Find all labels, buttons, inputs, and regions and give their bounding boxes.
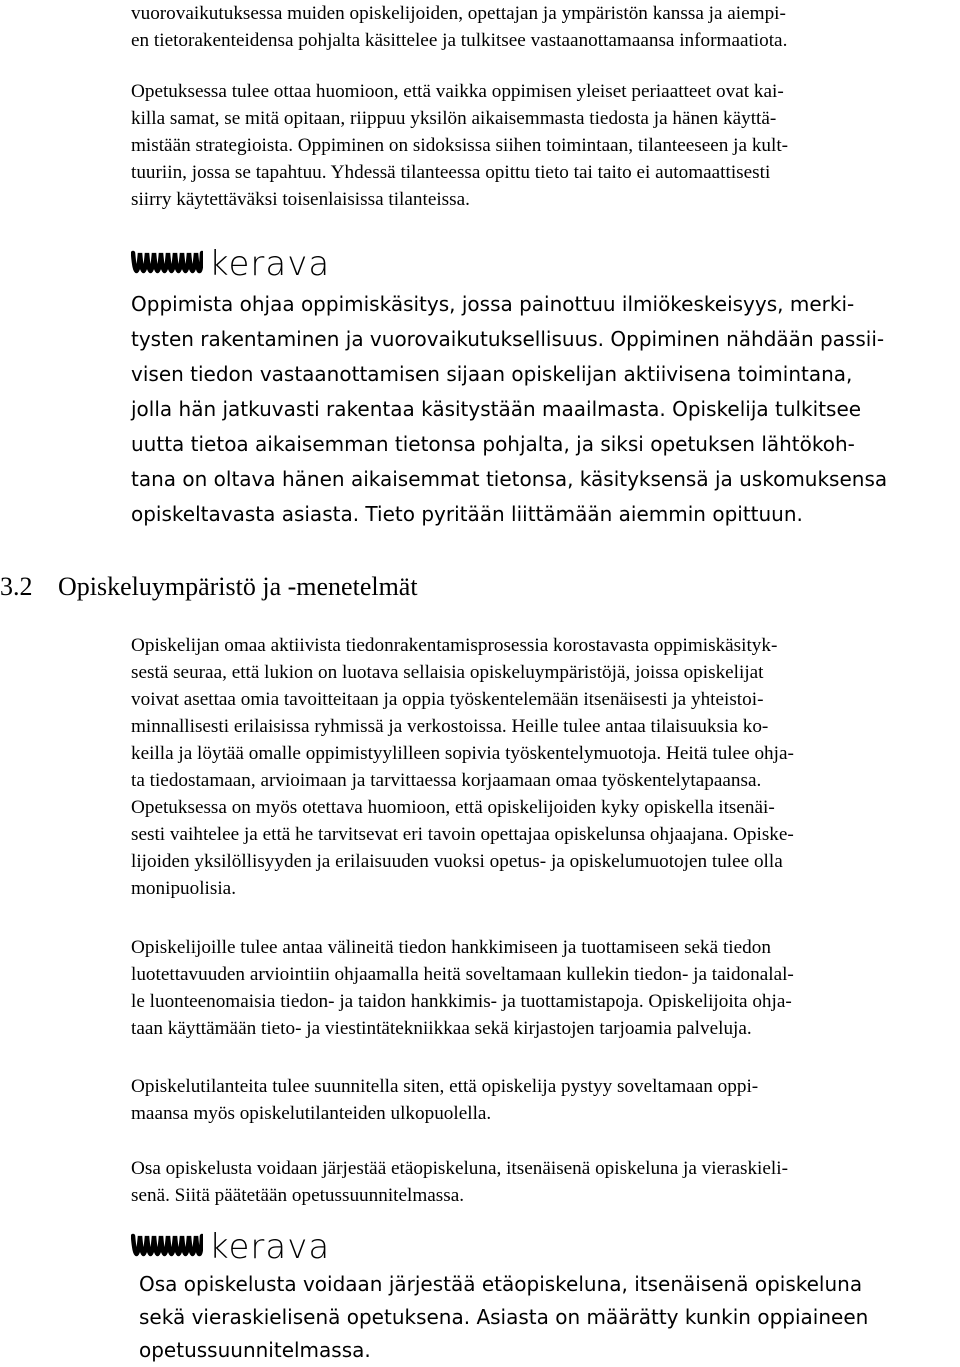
kerava1-line: uutta tietoa aikaisemman tietonsa pohjalta, ja siksi opetuksen lähtökoh- (131, 432, 855, 456)
para2-line: taan käyttämään tieto- ja viestintätekniikkaa sekä kirjastojen tarjoamia palveluja. (131, 1018, 752, 1039)
kerava-wave-icon (131, 1230, 203, 1264)
para3-line: Opiskelutilanteita tulee suunnitella siten, että opiskelija pystyy soveltamaan oppi- (131, 1076, 759, 1097)
kerava1-line: tysten rakentaminen ja vuorovaikutuksellisuus. Oppiminen nähdään passii- (131, 327, 885, 351)
para4-line: Osa opiskelusta voidaan järjestää etäopiskeluna, itsenäisenä opiskeluna ja vieraskieli- (131, 1158, 788, 1179)
principles-line-3a: mistään strategioista. (131, 135, 293, 156)
kerava2-line: Osa opiskelusta voidaan järjestää etäopiskeluna, itsenäisenä opiskeluna (139, 1272, 863, 1296)
para3-line: maansa myös opiskelutilanteiden ulkopuolella. (131, 1103, 492, 1124)
section-heading (0, 572, 960, 608)
para1-line: ta tiedostamaan, arvioimaan ja tarvittaessa korjaamaan omaa työskentelytapaansa. (131, 770, 762, 791)
kerava1-line: tana on oltava hänen aikaisemmat tietonsa, käsityksensä ja uskomuksensa (131, 467, 888, 491)
intro-paragraph (131, 0, 957, 54)
kerava-wordmark: kerava (209, 244, 331, 284)
principles-line-3 (131, 132, 957, 159)
kerava2-line: sekä vieraskielisenä opetuksena. Asiasta on määrätty kunkin oppiaineen (139, 1305, 869, 1329)
kerava-remote-study-paragraph (139, 1268, 957, 1367)
para1-line: keilla ja löytää omalle oppimistyylilleen sopivia työskentelymuotoja. Heitä tulee ohja- (131, 743, 794, 764)
kerava-learning-paragraph (131, 287, 957, 532)
para1-line: Opetuksessa on myös otettava huomioon, että opiskelijoiden kyky opiskella itsenäi- (131, 797, 775, 818)
para2-line: luotettavuuden arviointiin ohjaamalla heitä soveltamaan kullekin tiedon- ja taidonalal- (131, 964, 794, 985)
principles-line-4a: tuuriin, jossa se tapahtuu. (131, 162, 327, 183)
principles-line-5: siirry käytettäväksi toisenlaisissa tilanteissa. (131, 189, 470, 210)
principles-line-4b: Yhdessä tilanteessa opittu tieto tai taito ei automaattisesti (330, 162, 771, 183)
principles-line-3b: Oppiminen on sidoksissa siihen toimintaan, tilanteeseen ja kult- (297, 135, 789, 156)
section-number: 3.2 (0, 572, 33, 601)
principles-line-2: killa samat, se mitä opitaan, riippuu yksilön aikaisemmasta tiedosta ja hänen käyttä- (131, 108, 777, 129)
para4-line: senä. Siitä päätetään opetussuunnitelmassa. (131, 1185, 465, 1206)
para1-line: Opiskelijan omaa aktiivista tiedonrakentamisprosessia korostavasta oppimiskäsityk- (131, 635, 778, 656)
intro-line-1: vuorovaikutuksessa muiden opiskelijoiden, opettajan ja ympäristön kanssa ja aiempi- (131, 3, 786, 24)
learning-principles-paragraph (131, 78, 957, 213)
kerava-wave-icon (131, 247, 203, 281)
para2-line: le luonteenomaisia tiedon- ja taidon hankkimis- ja tuottamistapoja. Opiskelijoita ohja- (131, 991, 792, 1012)
environment-paragraph-4 (131, 1155, 957, 1209)
principles-line-1: Opetuksessa tulee ottaa huomioon, että vaikka oppimisen yleiset periaatteet ovat kai- (131, 81, 784, 102)
para2-line: Opiskelijoille tulee antaa välineitä tiedon hankkimiseen ja tuottamiseen sekä tiedon (131, 937, 771, 958)
para1-line: minnallisesti erilaisissa ryhmissä ja verkostoissa. Heille tulee antaa tilaisuuksia ko- (131, 716, 769, 737)
kerava1-line: Oppimista ohjaa oppimiskäsitys, jossa painottuu ilmiökeskeisyys, merki- (131, 292, 855, 316)
kerava-logo (131, 245, 957, 283)
environment-paragraph-3 (131, 1073, 957, 1127)
environment-paragraph-2 (131, 934, 957, 1042)
kerava1-line: visen tiedon vastaanottamisen sijaan opiskelijan aktiivisena toimintana, (131, 362, 853, 386)
para1-line: sesti vaihtelee ja että he tarvitsevat eri tavoin opettajaa opiskelunsa ohjaajana. Opiske- (131, 824, 794, 845)
para1-line: voivat asettaa omia tavoitteitaan ja oppia työskentelemään itsenäisesti ja yhteistoi- (131, 689, 764, 710)
para1-line: lijoiden yksilöllisyyden ja erilaisuuden vuoksi opetus- ja opiskelumuotojen tulee olla (131, 851, 783, 872)
intro-line-2: en tietorakenteidensa pohjalta käsittelee ja tulkitsee vastaanottamaansa informaatiota. (131, 30, 788, 51)
principles-line-4 (131, 159, 957, 186)
section-title: Opiskeluympäristö ja -menetelmät (58, 572, 418, 601)
environment-paragraph-1 (131, 632, 957, 902)
para1-line: sestä seuraa, että lukion on luotava sellaisia opiskeluympäristöjä, joissa opiskelijat (131, 662, 764, 683)
kerava1-line: jolla hän jatkuvasti rakentaa käsitystään maailmasta. Opiskelija tulkitsee (131, 397, 862, 421)
kerava1-line: opiskeltavasta asiasta. Tieto pyritään liittämään aiemmin opittuun. (131, 502, 803, 526)
para1-line: monipuolisia. (131, 878, 236, 899)
kerava-wordmark: kerava (209, 1227, 331, 1267)
kerava2-line: opetussuunnitelmassa. (139, 1338, 371, 1362)
kerava-logo (131, 1228, 957, 1266)
